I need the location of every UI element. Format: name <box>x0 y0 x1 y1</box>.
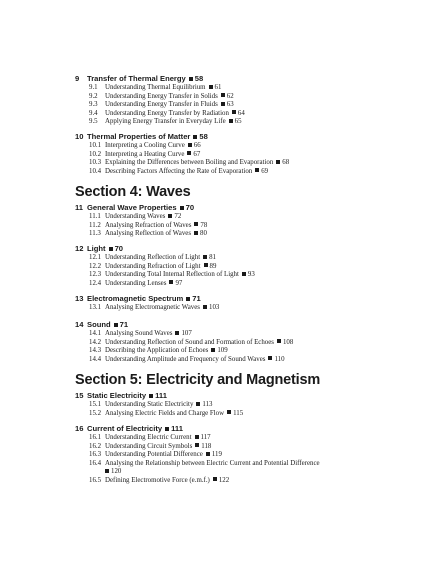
list-item: 12.1 Understanding Reflection of Light 81 <box>89 254 216 261</box>
list-item: 11.2 Analysing Refraction of Waves 78 <box>89 221 208 229</box>
bullet-square-icon <box>149 394 153 398</box>
bullet-square-icon <box>186 297 190 301</box>
chapter-heading: 9 Transfer of Thermal Energy 58 <box>75 74 204 83</box>
list-item: 10.3 Explaining the Differences between Boiling and Evaporation 68 <box>89 159 290 166</box>
chapter-title: Electromagnetic Spectrum <box>87 294 184 303</box>
list-item: 10.1 Interpreting a Cooling Curve 66 <box>89 142 201 149</box>
list-item: 10.2 Interpreting a Heating Curve 67 <box>89 150 201 158</box>
list-item: 9.4 Understanding Energy Transfer by Radiation 64 <box>89 109 245 117</box>
chapter-heading: 16 Current of Electricity 111 <box>75 424 183 433</box>
list-item: 16.3 Understanding Potential Difference 119 <box>89 451 222 458</box>
list-item: 12.3 Understanding Total Internal Reflection of Light 93 <box>89 271 255 278</box>
list-item: 10.4 Describing Factors Affecting the Rate of Evaporation 69 <box>89 167 269 175</box>
chapter-title: Sound <box>87 320 111 329</box>
section-heading: Section 4: Waves <box>75 184 191 200</box>
list-item: 9.3 Understanding Energy Transfer in Fluids 63 <box>89 101 234 108</box>
list-item: 14.3 Describing the Application of Echoes 109 <box>89 347 228 354</box>
chapter-title: Current of Electricity <box>87 424 163 433</box>
list-item: 13.1 Analysing Electromagnetic Waves 103 <box>89 304 220 311</box>
chapter-title: Thermal Properties of Matter <box>87 132 191 141</box>
list-item: 16.1 Understanding Electric Current 117 <box>89 434 211 441</box>
chapter-heading: 10 Thermal Properties of Matter 58 <box>75 132 208 141</box>
bullet-square-icon <box>189 77 193 81</box>
chapter-title: General Wave Properties <box>87 203 177 212</box>
bullet-square-icon <box>114 323 118 327</box>
bullet-square-icon <box>180 206 184 210</box>
list-item: 14.4 Understanding Amplitude and Frequency of Sound Waves 110 <box>89 355 285 363</box>
list-item: 12.4 Understanding Lenses 97 <box>89 279 183 287</box>
bullet-square-icon <box>109 247 113 251</box>
chapter-title: Static Electricity <box>87 391 147 400</box>
chapter-heading: 15 Static Electricity 111 <box>75 391 167 400</box>
list-item: 16.5 Defining Electromotive Force (e.m.f.) 122 <box>89 476 230 484</box>
list-item: 9.5 Applying Energy Transfer in Everyday Life 65 <box>89 118 242 125</box>
list-item: 14.2 Understanding Reflection of Sound and Formation of Echoes 108 <box>89 338 294 346</box>
bullet-square-icon <box>193 135 197 139</box>
chapter-title: Light <box>87 244 106 253</box>
list-item: 16.2 Understanding Circuit Symbols 118 <box>89 442 212 450</box>
list-item: 9.1 Understanding Thermal Equilibrium 61 <box>89 84 222 91</box>
section-heading: Section 5: Electricity and Magnetism <box>75 372 321 388</box>
list-item: 11.3 Analysing Reflection of Waves 80 <box>89 230 207 237</box>
list-item: 15.2 Analysing Electric Fields and Charge Flow 115 <box>89 409 244 417</box>
chapter-page: 58 <box>194 74 204 83</box>
list-item: 16.4 Analysing the Relationship between Electric Current and Potential Difference 120 <box>89 459 320 475</box>
chapter-heading: 12 Light 70 <box>75 244 124 253</box>
chapter-heading: 11 General Wave Properties 70 <box>75 203 195 212</box>
list-item: 12.2 Understanding Refraction of Light 89 <box>89 262 217 270</box>
list-item: 9.2 Understanding Energy Transfer in Solids 62 <box>89 92 234 100</box>
chapter-title: Transfer of Thermal Energy <box>87 74 186 83</box>
list-item: 11.1 Understanding Waves 72 <box>89 213 182 220</box>
list-item: 14.1 Analysing Sound Waves 107 <box>89 330 192 337</box>
chapter-heading: 13 Electromagnetic Spectrum 71 <box>75 294 201 303</box>
bullet-square-icon <box>165 427 169 431</box>
chapter-heading: 14 Sound 71 <box>75 320 129 329</box>
list-item: 15.1 Understanding Static Electricity 113 <box>89 401 213 408</box>
